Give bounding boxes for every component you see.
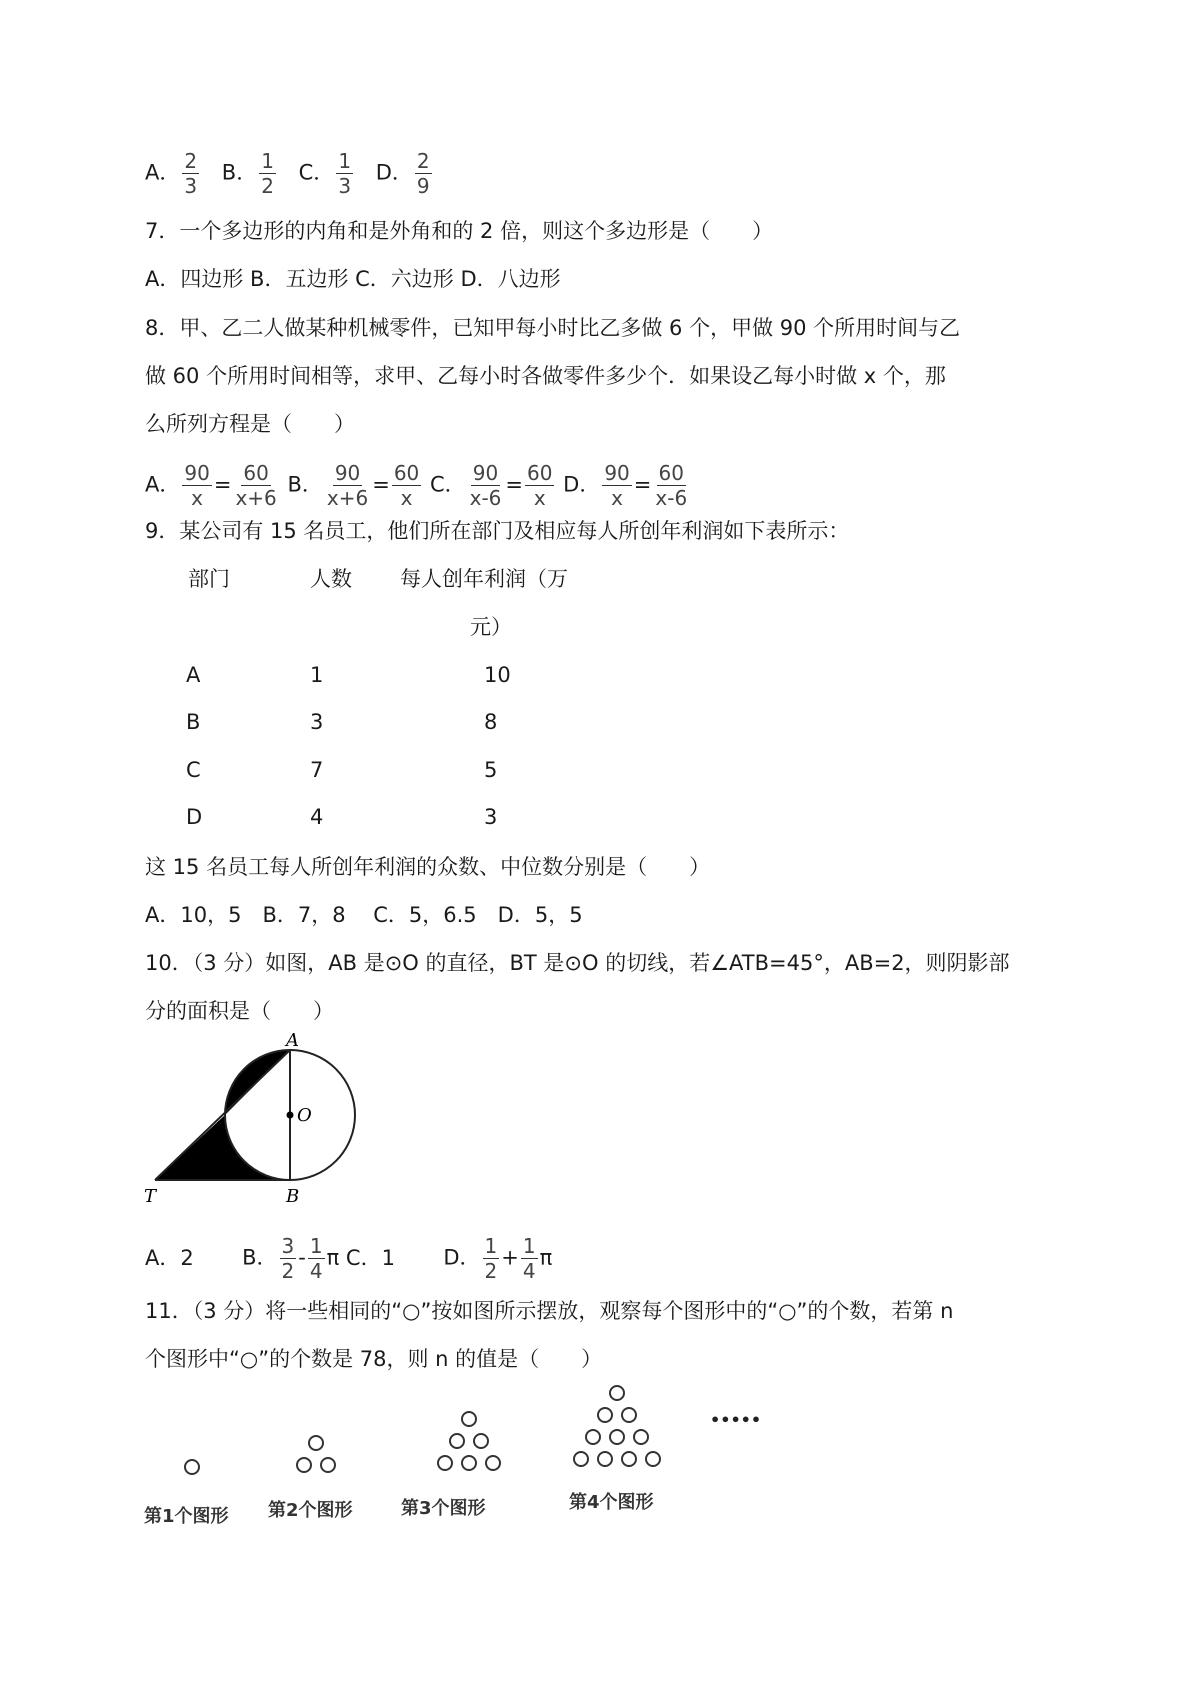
q6-option-c[interactable] — [299, 150, 355, 197]
fraction — [182, 150, 199, 197]
label-a: A — [286, 1030, 299, 1051]
label-b: B — [286, 1186, 300, 1207]
q6-option-b[interactable] — [222, 150, 278, 197]
numerator: 2 — [416, 149, 430, 173]
numerator: 2 — [184, 149, 198, 173]
denominator: x — [191, 486, 204, 510]
table-cell-profit: 10 — [484, 663, 511, 687]
table-cell-dept: D — [186, 805, 203, 829]
plus-sign: + — [501, 1245, 519, 1270]
numerator: 60 — [393, 461, 420, 485]
q10-options — [145, 1235, 552, 1282]
label-o: O — [297, 1105, 312, 1126]
numerator: 90 — [334, 461, 361, 485]
numerator: 1 — [309, 1234, 323, 1258]
q10-circle-figure — [130, 1030, 380, 1220]
pattern-circle — [634, 1430, 648, 1444]
numerator: 60 — [527, 461, 553, 485]
table-header-profit-unit: 元） — [470, 615, 512, 639]
table-cell-dept: B — [186, 710, 201, 734]
numerator: 1 — [484, 1234, 498, 1258]
denominator: x-6 — [655, 486, 688, 510]
option-label: A． — [145, 472, 181, 497]
q6-option-a[interactable] — [145, 150, 201, 197]
q10-option-b[interactable] — [242, 1235, 339, 1282]
q8-stem-line3: 么所列方程是（ ） — [145, 412, 355, 436]
q9-options: A．10，5 B．7，8 C．5，6.5 D．5，5 — [145, 903, 583, 927]
denominator: 4 — [522, 1259, 536, 1283]
option-label: B． — [287, 472, 323, 497]
q7-stem: 7．一个多边形的内角和是外角和的 2 倍，则这个多边形是（ ） — [145, 219, 774, 243]
shaded-region-lower — [155, 1115, 290, 1180]
fraction-left — [468, 462, 504, 509]
table-cell-dept: A — [186, 663, 201, 687]
option-label: D． — [375, 160, 413, 185]
q11-pattern-figure — [130, 1385, 780, 1495]
numerator: 90 — [604, 461, 630, 485]
pattern-label-2: 第2个图形 — [268, 1500, 353, 1521]
q9-stem: 9．某公司有 15 名员工，他们所在部门及相应每人所创年利润如下表所示： — [145, 519, 850, 543]
equals-sign: = — [213, 472, 232, 497]
q6-options — [145, 150, 434, 197]
denominator: 2 — [281, 1259, 295, 1283]
pattern-circle — [598, 1408, 612, 1422]
table-header-profit: 每人创年利润（万 — [400, 567, 568, 591]
fraction-left — [182, 462, 211, 509]
table-cell-count: 3 — [310, 710, 324, 734]
fraction — [308, 1235, 325, 1282]
denominator: x+6 — [326, 486, 369, 510]
fraction — [259, 150, 276, 197]
denominator: x — [533, 486, 546, 510]
denominator: x+6 — [235, 486, 277, 510]
q8-option-d[interactable] — [563, 462, 691, 509]
fraction-left — [325, 462, 370, 509]
table-cell-dept: C — [186, 758, 201, 782]
numerator: 60 — [658, 461, 684, 485]
numerator: 1 — [338, 149, 352, 173]
numerator: 3 — [281, 1234, 295, 1258]
center-point — [287, 1112, 294, 1119]
denominator: x — [400, 486, 413, 510]
pattern-circle — [610, 1386, 624, 1400]
pattern-label-3: 第3个图形 — [401, 1498, 486, 1519]
pattern-ellipsis: ••••• — [710, 1410, 762, 1429]
fraction-right — [233, 462, 278, 509]
denominator: 2 — [484, 1259, 498, 1283]
option-label: C． — [298, 160, 335, 185]
pattern-circle — [622, 1452, 636, 1466]
q8-option-c[interactable] — [430, 462, 557, 509]
table-header-dept: 部门 — [188, 567, 230, 591]
numerator: 90 — [184, 461, 210, 485]
pi-symbol: π — [326, 1245, 340, 1270]
equals-sign: = — [372, 472, 390, 497]
denominator: x-6 — [469, 486, 502, 510]
denominator: x — [611, 486, 623, 510]
fraction — [336, 150, 353, 197]
option-label: B． — [221, 160, 258, 185]
option-label: C． — [429, 472, 466, 497]
q8-options — [145, 462, 691, 509]
q11-stem-line2: 个图形中“○”的个数是 78，则 n 的值是（ ） — [145, 1347, 603, 1371]
table-header-count: 人数 — [310, 567, 352, 591]
q10-stem-line1: 10．（3 分）如图，AB 是⊙O 的直径，BT 是⊙O 的切线，若∠ATB=45°，AB=2，则阴影部 — [145, 951, 1010, 975]
table-cell-profit: 3 — [484, 805, 498, 829]
pattern-circle — [438, 1456, 452, 1470]
pattern-label-1: 第1个图形 — [144, 1506, 229, 1527]
pattern-circle — [450, 1434, 464, 1448]
pi-symbol: π — [539, 1245, 553, 1270]
pattern-circle — [646, 1452, 660, 1466]
q8-option-b[interactable] — [287, 462, 423, 509]
pattern-circle — [610, 1430, 624, 1444]
q10-option-a[interactable]: A．2 — [145, 1245, 215, 1270]
q10-option-d[interactable] — [443, 1235, 552, 1282]
fraction-left — [602, 462, 631, 509]
pattern-circle — [574, 1452, 588, 1466]
q11-stem-line1: 11．（3 分）将一些相同的“○”按如图所示摆放，观察每个图形中的“○”的个数，若第 n — [145, 1299, 954, 1323]
q9-question: 这 15 名员工每人所创年利润的众数、中位数分别是（ ） — [145, 855, 711, 879]
numerator: 60 — [243, 461, 269, 485]
pattern-circle — [462, 1412, 476, 1426]
fraction-right — [392, 462, 421, 509]
pattern-circle — [474, 1434, 488, 1448]
pattern-circle — [321, 1458, 335, 1472]
pattern-circle — [185, 1460, 199, 1474]
numerator: 90 — [472, 461, 499, 485]
option-label: B． — [242, 1245, 278, 1270]
fraction — [521, 1235, 538, 1282]
option-label: D． — [443, 1245, 481, 1270]
table-cell-profit: 8 — [484, 710, 498, 734]
pattern-circle — [598, 1452, 612, 1466]
equals-sign: = — [505, 472, 524, 497]
option-label: D． — [563, 472, 601, 497]
minus-sign: - — [298, 1245, 306, 1270]
fraction-right — [525, 462, 554, 509]
pattern-circle — [309, 1436, 323, 1450]
fraction — [280, 1235, 297, 1282]
q10-option-c[interactable]: C．1 — [345, 1245, 416, 1270]
denominator: 9 — [416, 174, 430, 198]
table-cell-profit: 5 — [484, 758, 498, 782]
q8-stem-line2: 做 60 个所用时间相等，求甲、乙每小时各做零件多少个．如果设乙每小时做 x 个，那 — [145, 364, 946, 388]
pattern-label-4: 第4个图形 — [569, 1492, 654, 1513]
numerator: 1 — [261, 149, 274, 173]
table-cell-count: 7 — [310, 758, 324, 782]
fraction — [483, 1235, 500, 1282]
option-label: A． — [145, 160, 181, 185]
table-cell-count: 1 — [310, 663, 324, 687]
equals-sign: = — [633, 472, 652, 497]
pattern-circle — [297, 1458, 311, 1472]
pattern-circle — [622, 1408, 636, 1422]
denominator: 3 — [184, 174, 198, 198]
pattern-circle — [586, 1430, 600, 1444]
q8-option-a[interactable] — [145, 462, 281, 509]
fraction — [415, 150, 432, 197]
numerator: 1 — [522, 1234, 536, 1258]
table-cell-count: 4 — [310, 805, 324, 829]
q7-options: A．四边形 B．五边形 C．六边形 D．八边形 — [145, 267, 561, 291]
q10-stem-line2: 分的面积是（ ） — [145, 999, 334, 1023]
q6-option-d[interactable] — [376, 150, 434, 197]
denominator: 3 — [338, 174, 352, 198]
denominator: 4 — [309, 1259, 323, 1283]
denominator: 2 — [261, 174, 274, 198]
label-t: T — [144, 1186, 157, 1207]
fraction-right — [653, 462, 689, 509]
q8-stem-line1: 8．甲、乙二人做某种机械零件，已知甲每小时比乙多做 6 个，甲做 90 个所用时间与乙 — [145, 316, 961, 340]
pattern-circle — [462, 1456, 476, 1470]
pattern-circle — [486, 1456, 500, 1470]
